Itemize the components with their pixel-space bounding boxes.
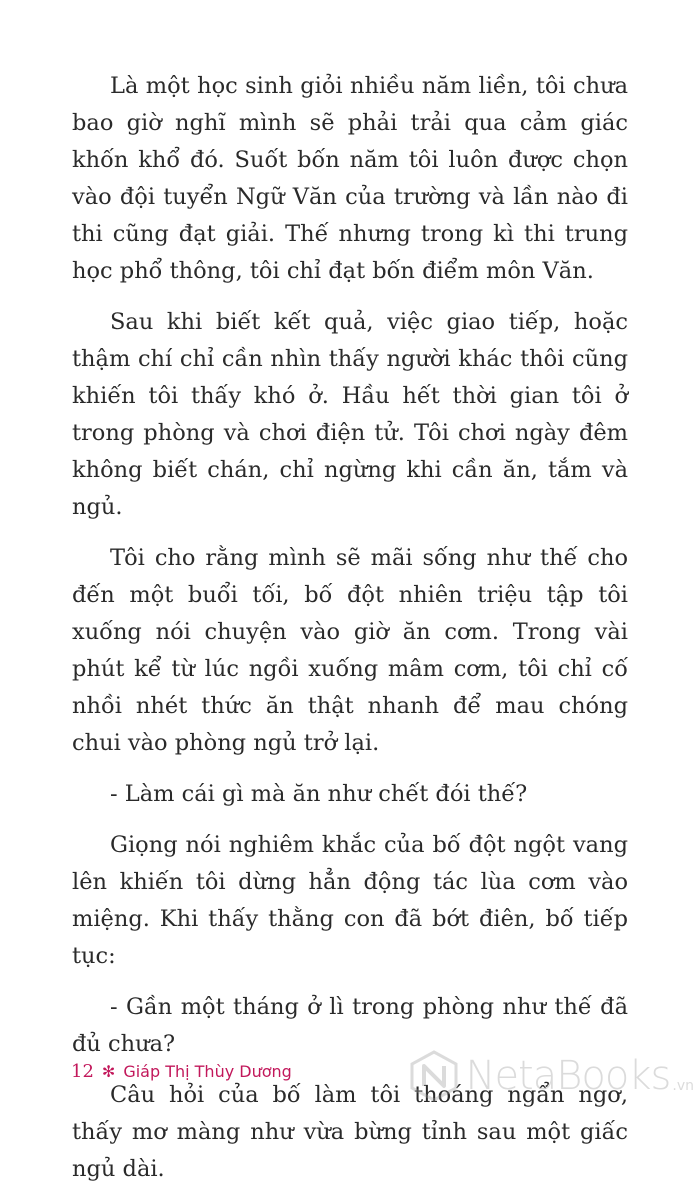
netabooks-logo-icon <box>408 1050 460 1102</box>
paragraph-2: Sau khi biết kết quả, việc giao tiếp, hoặc thậm chí chỉ cần nhìn thấy người khác thôi cũng khiến tôi thấy khó ở. Hầu hết thời gian tôi ở trong phòng và chơi điện tử. Tôi chơi ngày đêm không biết chán, chỉ ngừng khi cần ăn, tắm và ngủ. <box>72 309 628 520</box>
page-footer <box>71 1061 292 1082</box>
paragraph-1: Là một học sinh giỏi nhiều năm liền, tôi chưa bao giờ nghĩ mình sẽ phải trải qua cảm giác khốn khổ đó. Suốt bốn năm tôi luôn được chọn vào đội tuyển Ngữ Văn của trường và lần nào đi thi cũng đạt giải. Thế nhưng trong kì thi trung học phổ thông, tôi chỉ đạt bốn điểm môn Văn. <box>72 73 628 284</box>
page-number: 12 <box>71 1061 94 1082</box>
author-name: Giáp Thị Thùy Dương <box>123 1062 292 1081</box>
page-body <box>72 68 628 1202</box>
dialogue-line-2: - Gần một tháng ở lì trong phòng như thế đã đủ chưa? <box>72 994 628 1057</box>
watermark <box>408 1050 694 1102</box>
paragraph-3: Tôi cho rằng mình sẽ mãi sống như thế cho đến một buổi tối, bố đột nhiên triệu tập tôi xuống nói chuyện vào giờ ăn cơm. Trong vài phút kể từ lúc ngồi xuống mâm cơm, tôi chỉ cố nhồi nhét thức ăn thật nhanh để mau chóng chui vào phòng ngủ trở lại. <box>72 545 628 756</box>
watermark-suffix: .vn <box>672 1078 694 1094</box>
paragraph-5: Câu hỏi của bố làm tôi thoáng ngẩn ngơ, thấy mơ màng như vừa bừng tỉnh sau một giấc ngủ dài. <box>72 1082 628 1182</box>
paragraph-4: Giọng nói nghiêm khắc của bố đột ngột vang lên khiến tôi dừng hẳn động tác lùa cơm vào miệng. Khi thấy thằng con đã bớt điên, bố tiếp tục: <box>72 832 628 969</box>
asterisk-separator-icon: ✻ <box>101 1062 116 1081</box>
dialogue-line-1: - Làm cái gì mà ăn như chết đói thế? <box>110 781 528 807</box>
watermark-brand: NetaBooks <box>465 1053 671 1099</box>
